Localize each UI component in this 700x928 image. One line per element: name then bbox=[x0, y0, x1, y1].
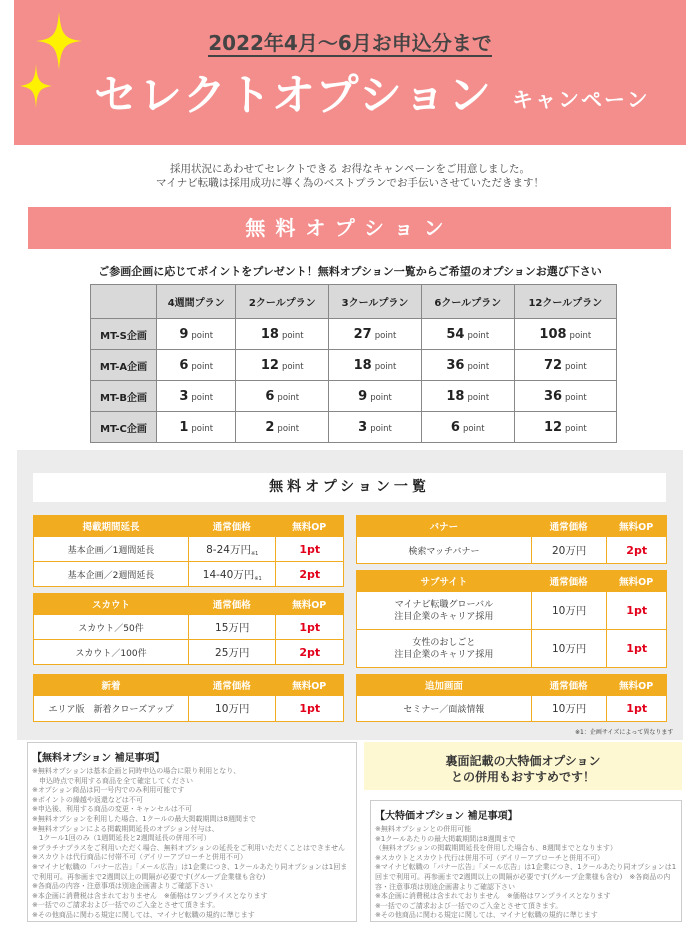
scout-box: スカウト 通常価格 無料OP スカウト／50件 15万円 1pt スカウト／100件 25万円 2pt bbox=[33, 593, 344, 665]
new-box: 新着 通常価格 無料OP エリア版 新着クローズアップ 10万円 1pt bbox=[33, 674, 344, 722]
point-cell: 12 point bbox=[514, 412, 616, 443]
subsite-box: サブサイト 通常価格 無料OP マイナビ転職グローバル 注目企業のキャリア採用 10万円 1pt 女性のおしごと 注目企業のキャリア採用 10万円 1pt bbox=[356, 570, 667, 668]
table-row: 基本企画／1週間延長 8-24万円 $_{※1}$ 1pt bbox=[34, 536, 343, 561]
point-cell: 27 point bbox=[329, 319, 422, 350]
point-cell: 36 point bbox=[421, 350, 514, 381]
lead-text: ご参画企画に応じてポイントをプレゼント！無料オプション一覧からご希望のオプションお選び下さい bbox=[98, 265, 602, 278]
plan-name: MT-S企画 bbox=[91, 319, 157, 350]
table-row: マイナビ転職グローバル 注目企業のキャリア採用 10万円 1pt bbox=[357, 591, 666, 629]
supplement-special-option: 【大特価オプション 補足事項】 ※無料オプションとの併用可能 ※1クールあたりの最大掲載期間は8週間まで （無料オプションの掲載期間延長を併用した場合も、8週間までとなります） ※スカウトとスカウト代行は併用不可（デイリーアプローチと併用不可） ※マイナビ転職の「バナー広告」「メール広告」は1企業につき、1クールあたり同オプションは1回まで利用可。再参画まで2週間以上の間隔が必要です(グループ企業様も含む) ※各商品の内容・注意事項は別途企画書よりご確認下さい ※本企画に消費税は含まれておりません ※価格はワンプライスとなります ※一括でのご請求および一括でのご入金とさせて頂きます。 ※その他商品に関わる規定に関しては、マイナビ転職の規約に準じます bbox=[370, 800, 682, 922]
table-row bbox=[91, 381, 617, 412]
point-cell: 108 point bbox=[514, 319, 616, 350]
table-row: スカウト／100件 25万円 2pt bbox=[34, 639, 343, 664]
campaign-period: 2022年4月～6月お申込分まで bbox=[208, 31, 492, 55]
point-cell: 54 point bbox=[421, 319, 514, 350]
special-callout: 裏面記載の大特価オプション との併用もおすすめです！ bbox=[364, 742, 682, 790]
table-header-row: 4週間プラン 2クールプラン 3クールプラン 6クールプラン 12クールプラン bbox=[91, 285, 617, 319]
point-cell: 36 point bbox=[514, 381, 616, 412]
point-cell: 2 point bbox=[236, 412, 329, 443]
table-row bbox=[91, 350, 617, 381]
point-cell: 6 point bbox=[236, 381, 329, 412]
point-cell: 3 point bbox=[157, 381, 236, 412]
point-cell: 12 point bbox=[236, 350, 329, 381]
section-title-free-option: 無料オプション bbox=[28, 207, 671, 249]
point-cell: 18 point bbox=[236, 319, 329, 350]
table-row: 検索マッチバナー 20万円 2pt bbox=[357, 536, 666, 563]
points-table bbox=[90, 284, 617, 443]
page-subtitle: キャンペーン bbox=[512, 88, 650, 112]
point-cell: 6 point bbox=[421, 412, 514, 443]
extension-box: 掲載期間延長 通常価格 無料OP 基本企画／1週間延長 8-24万円 $_{※1}$ 1pt 基本企画／2週間延長 14-40万円 $_{※1}$ 2pt bbox=[33, 515, 344, 587]
banner-box: バナー 通常価格 無料OP 検索マッチバナー 20万円 2pt bbox=[356, 515, 667, 564]
sparkle-icon bbox=[20, 64, 52, 108]
page-title: セレクトオプション bbox=[94, 71, 493, 121]
point-cell: 18 point bbox=[329, 350, 422, 381]
plan-name: MT-B企画 bbox=[91, 381, 157, 412]
point-cell: 6 point bbox=[157, 350, 236, 381]
point-cell: 18 point bbox=[421, 381, 514, 412]
table-row: 女性のおしごと 注目企業のキャリア採用 10万円 1pt bbox=[357, 629, 666, 667]
point-cell: 9 point bbox=[329, 381, 422, 412]
table-row: エリア版 新着クローズアップ 10万円 1pt bbox=[34, 695, 343, 721]
plan-name: MT-A企画 bbox=[91, 350, 157, 381]
option-list-title: 無料オプション一覧 bbox=[33, 473, 666, 502]
table-row bbox=[91, 319, 617, 350]
point-cell: 1 point bbox=[157, 412, 236, 443]
table-row: 基本企画／2週間延長 14-40万円 $_{※1}$ 2pt bbox=[34, 561, 343, 586]
footnote: ※1：企画サイズによって異なります bbox=[575, 729, 674, 736]
point-cell: 9 point bbox=[157, 319, 236, 350]
table-row: セミナー／面談情報 10万円 1pt bbox=[357, 695, 666, 721]
supplement-free-option: 【無料オプション 補足事項】 ※無料オプションは基本企画と同時申込の場合に限り利用となり、 申込時点で利用する商品を全て確定してください ※オプション商品は同一号内でのみ利用可能です ※ポイントの繰越や返還などは不可 ※申込後、利用する商品の変更・キャンセルは不可 ※無料オプションを利用した場合、1クールの最大掲載期間は8週間まで ※無料オプションによる掲載期間延長のオプション付与は、 1クール1回のみ（1週間延長と2週間延長の併用不可） ※プラチナプラスをご利用いただく場合、無料オプションの延長をご利用いただくことはできません ※スカウトは代行商品に付帯不可（デイリーアプローチと併用不可） ※マイナビ転職の「バナー広告」「メール広告」は1企業につき、1クールあたり同オプションは1回まで利用可。再参画まで2週間以上の間隔が必要です(グループ企業様も含む) ※各商品の内容・注意事項は別途企画書よりご確認下さい ※本企画に消費税は含まれておりません ※価格はワンプライスとなります ※一括でのご請求および一括でのご入金とさせて頂きます。 ※その他商品に関わる規定に関しては、マイナビ転職の規約に準じます bbox=[27, 742, 357, 922]
extra-page-box: 追加画面 通常価格 無料OP セミナー／面談情報 10万円 1pt bbox=[356, 674, 667, 722]
table-row bbox=[91, 412, 617, 443]
hero-banner bbox=[14, 0, 686, 145]
table-row: スカウト／50件 15万円 1pt bbox=[34, 614, 343, 639]
point-cell: 3 point bbox=[329, 412, 422, 443]
plan-name: MT-C企画 bbox=[91, 412, 157, 443]
point-cell: 72 point bbox=[514, 350, 616, 381]
intro-text: 採用状況にあわせてセレクトできる お得なキャンペーンをご用意しました。 マイナビ転職は採用成功に導く為のベストプランでお手伝いさせていただきます！ bbox=[156, 163, 544, 189]
